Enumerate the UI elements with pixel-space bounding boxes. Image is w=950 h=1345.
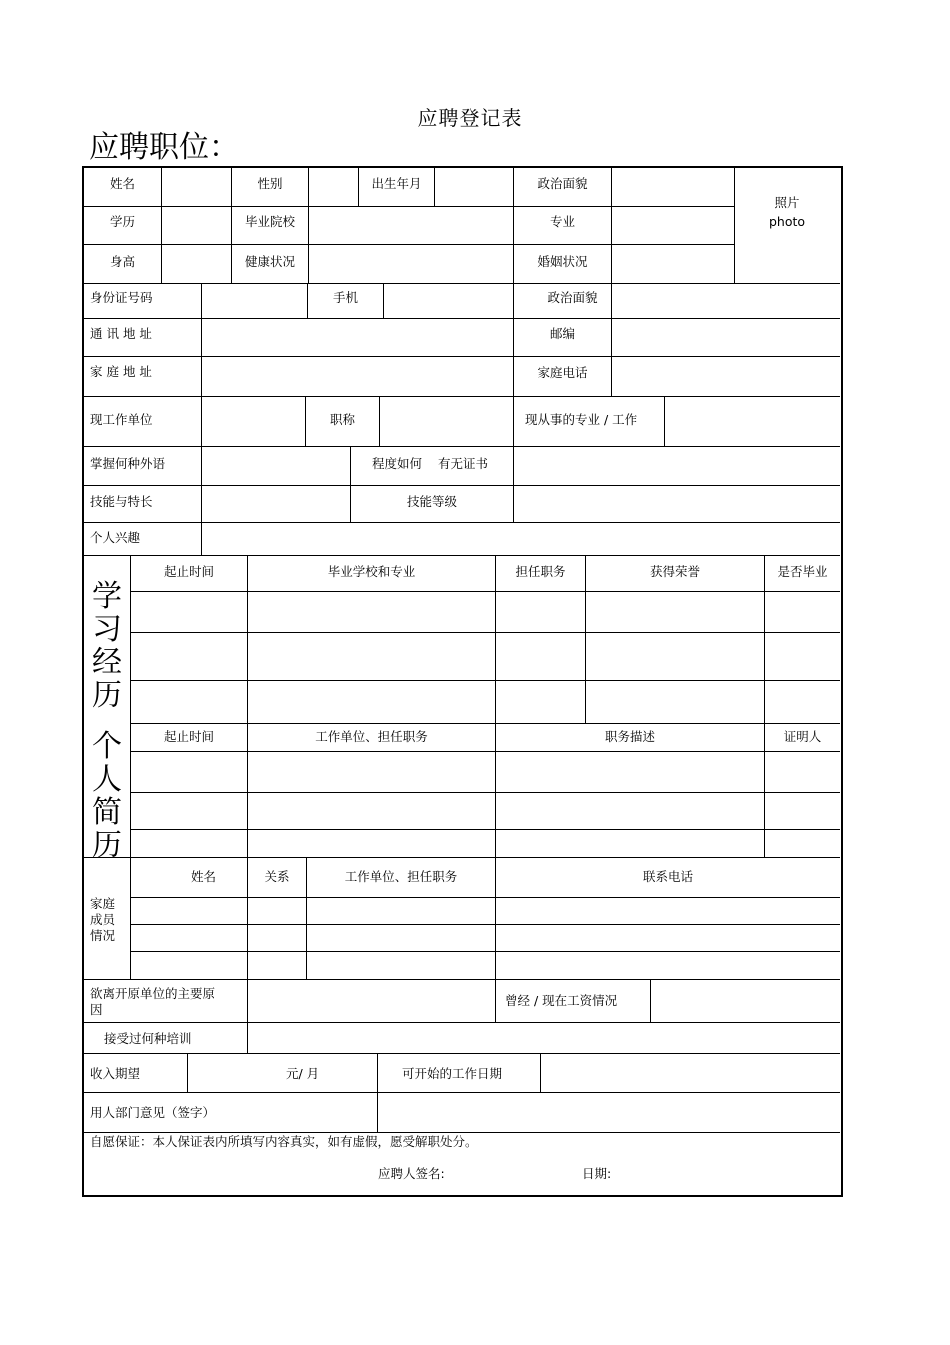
grid-line [201, 318, 202, 396]
label-skill-level: 技能等级 [406, 494, 457, 509]
edu-header-period: 起止时间 [163, 564, 214, 579]
grid-line [377, 1053, 378, 1132]
grid-line [513, 283, 514, 318]
grid-line [130, 829, 840, 830]
grid-line [383, 283, 384, 318]
label-job-title: 职称 [329, 412, 355, 427]
grid-line [83, 446, 840, 447]
grid-line [130, 751, 840, 752]
form-title: 应聘登记表 [417, 106, 523, 130]
grid-line [83, 356, 840, 357]
label-id-number: 身份证号码 [90, 290, 153, 305]
grid-line [83, 555, 840, 556]
label-school: 毕业院校 [244, 214, 295, 229]
family-label-line: 家庭 [90, 896, 116, 911]
grid-line [664, 396, 665, 446]
edu-header-role: 担任职务 [515, 564, 566, 579]
grid-line [247, 979, 248, 1053]
label-proficiency: 程度如何 [372, 456, 423, 471]
label-home-address: 家 庭 地 址 [90, 364, 152, 379]
label-name: 姓名 [109, 176, 135, 191]
grid-line [161, 167, 162, 283]
grid-line [495, 555, 496, 857]
form-frame [82, 166, 843, 1197]
label-current-employer: 现工作单位 [90, 412, 153, 427]
grid-line [83, 396, 840, 397]
grid-line [83, 1132, 840, 1133]
label-political-2: 政治面貌 [547, 290, 598, 305]
grid-line [513, 446, 514, 522]
edu-header-school: 毕业学校和专业 [327, 564, 416, 579]
label-height: 身高 [109, 254, 135, 269]
edu-header-graduated: 是否毕业 [777, 564, 828, 579]
grid-line [201, 446, 202, 555]
label-date: 日期: [582, 1166, 612, 1181]
label-gender: 性别 [257, 176, 283, 191]
grid-line [495, 979, 496, 1022]
grid-line [187, 1053, 188, 1092]
declaration-text: 自愿保证：本人保证表内所填写内容真实，如有虚假，愿受解职处分。 [90, 1134, 478, 1149]
grid-line [130, 792, 840, 793]
label-birth: 出生年月 [371, 176, 422, 191]
grid-line [379, 396, 380, 446]
label-health: 健康状况 [244, 254, 295, 269]
grid-line [540, 1053, 541, 1092]
family-label-line: 成员 [90, 912, 116, 927]
work-header-period: 起止时间 [163, 729, 214, 744]
label-mail-address: 通 讯 地 址 [90, 326, 152, 341]
grid-line [201, 283, 202, 318]
grid-line [350, 446, 351, 522]
resume-section-label: 个 人 简 历 [92, 729, 122, 863]
grid-line [513, 396, 514, 446]
grid-line [83, 283, 840, 284]
label-marital: 婚姻状况 [537, 254, 588, 269]
grid-line [308, 167, 309, 283]
grid-line [247, 555, 248, 857]
grid-line [83, 522, 840, 523]
label-languages: 掌握何种外语 [90, 456, 166, 471]
grid-line [201, 396, 202, 446]
leave-reason-line: 因 [90, 1002, 103, 1017]
grid-line [83, 1022, 840, 1023]
work-header-employer: 工作单位、担任职务 [315, 729, 428, 744]
label-education: 学历 [109, 214, 135, 229]
label-training: 接受过何种培训 [104, 1031, 192, 1046]
grid-line [130, 680, 840, 681]
grid-line [130, 632, 840, 633]
family-label-line: 情况 [90, 928, 116, 943]
label-per-month: 元/ 月 [286, 1066, 320, 1081]
label-photo-cn: 照片 [774, 195, 800, 210]
label-hobbies: 个人兴趣 [90, 530, 141, 545]
family-header-relation: 关系 [264, 869, 290, 884]
leave-reason-line: 欲离开原单位的主要原 [90, 986, 216, 1001]
family-section-label [90, 896, 115, 944]
label-home-phone: 家庭电话 [537, 365, 588, 380]
grid-line [434, 167, 435, 206]
position-label: 应聘职位： [89, 130, 239, 165]
grid-line [764, 555, 765, 857]
grid-line [83, 244, 735, 245]
work-header-description: 职务描述 [604, 729, 655, 744]
label-political: 政治面貌 [537, 176, 588, 191]
grid-line [130, 555, 131, 979]
grid-line [130, 924, 840, 925]
grid-line [611, 167, 612, 283]
grid-line [83, 857, 840, 858]
grid-line [83, 206, 735, 207]
work-header-reference: 证明人 [783, 729, 822, 744]
grid-line [130, 951, 840, 952]
label-current-field: 现从事的专业 / 工作 [525, 412, 638, 427]
family-header-name: 姓名 [190, 869, 216, 884]
label-certificate: 有无证书 [438, 456, 489, 471]
grid-line [585, 555, 586, 723]
grid-line [83, 979, 840, 980]
grid-line [83, 318, 840, 319]
grid-line [83, 485, 840, 486]
label-leave-reason [90, 986, 215, 1018]
label-postcode: 邮编 [549, 326, 575, 341]
label-salary-history: 曾经 / 现在工资情况 [505, 993, 618, 1008]
label-skills: 技能与特长 [90, 494, 153, 509]
label-signature: 应聘人签名: [378, 1166, 445, 1181]
grid-line [611, 318, 612, 396]
label-mobile: 手机 [332, 290, 358, 305]
family-header-phone: 联系电话 [642, 869, 693, 884]
label-major: 专业 [549, 214, 575, 229]
label-start-date: 可开始的工作日期 [402, 1066, 503, 1081]
label-dept-opinion: 用人部门意见（签字） [90, 1105, 216, 1120]
grid-line [650, 979, 651, 1022]
grid-line [83, 1053, 840, 1054]
grid-line [83, 1092, 840, 1093]
label-photo-en: photo [768, 214, 806, 229]
label-expected-income: 收入期望 [90, 1066, 141, 1081]
education-section-label: 学 习 经 历 [92, 579, 122, 713]
grid-line [130, 723, 840, 724]
family-header-employer: 工作单位、担任职务 [344, 869, 458, 884]
edu-header-honors: 获得荣誉 [649, 564, 700, 579]
grid-line [130, 897, 840, 898]
grid-line [130, 591, 840, 592]
